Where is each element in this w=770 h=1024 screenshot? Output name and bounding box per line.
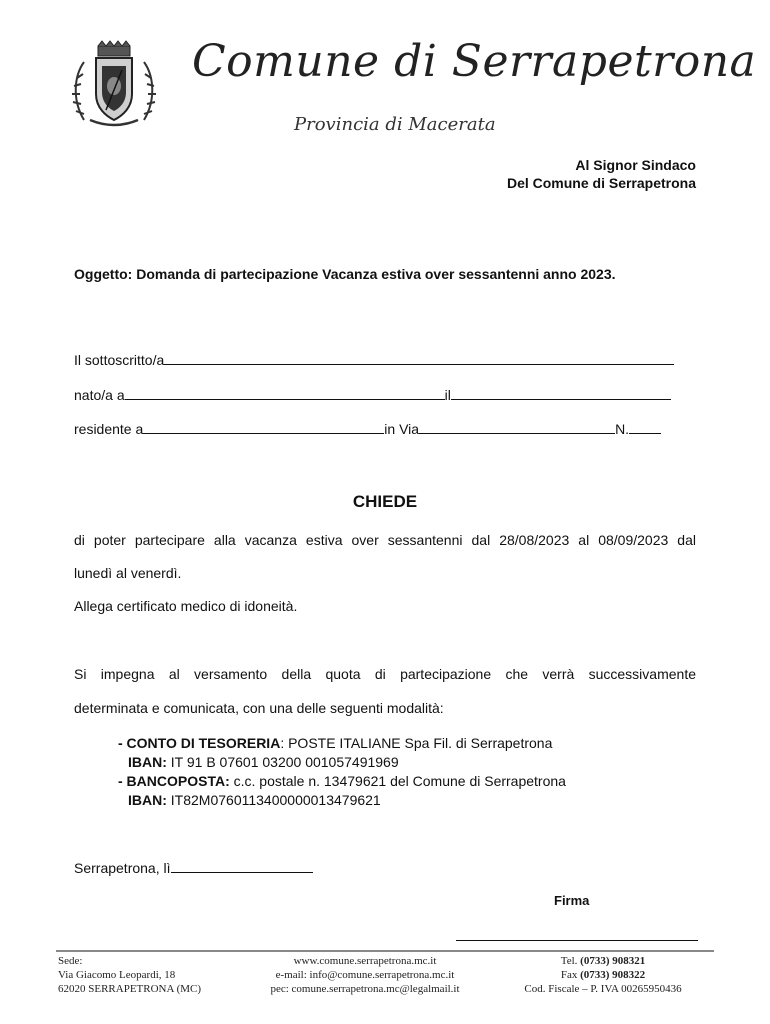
province-name: Provincia di Macerata <box>294 114 496 135</box>
footer-website[interactable]: www.comune.serrapetrona.mc.it <box>293 955 437 967</box>
footer-fax <box>498 968 708 982</box>
tel-number: (0733) 908321 <box>580 955 646 967</box>
bancoposta-value: c.c. postale n. 13479621 del Comune di Serrapetrona <box>229 773 566 789</box>
birthplace-field[interactable] <box>125 387 445 400</box>
footer-phone-info <box>498 954 708 996</box>
residence-field[interactable] <box>143 421 384 434</box>
tel-label: Tel. <box>560 955 581 967</box>
place-date-row <box>74 860 313 876</box>
request-line1: di poter partecipare alla vacanza estiva over sessantenni dal 28/08/2023 al 08/09/2023 dal <box>74 532 696 548</box>
allega-line: Allega certificato medico di idoneità. <box>74 598 298 614</box>
footer-email[interactable]: e-mail: info@comune.serrapetrona.mc.it <box>275 969 455 981</box>
date-field[interactable] <box>171 860 313 873</box>
street-number-field[interactable] <box>629 421 661 434</box>
footer-cf: Cod. Fiscale – P. IVA 00265950436 <box>524 983 682 995</box>
residente-label: residente a <box>74 421 144 437</box>
impegno-line1: Si impegna al versamento della quota di partecipazione che verrà successivamente <box>74 666 696 682</box>
iban2-line <box>118 791 566 810</box>
iban2-label: IBAN: <box>128 792 167 808</box>
coat-of-arms-icon <box>70 40 158 128</box>
residente-row <box>74 421 661 437</box>
request-line2: lunedì al venerdì. <box>74 565 182 581</box>
bancoposta-label: - BANCOPOSTA: <box>118 773 230 789</box>
fax-label: Fax <box>560 969 581 981</box>
iban1-label: IBAN: <box>128 754 167 770</box>
addressee <box>507 156 696 192</box>
il-label: il <box>444 387 451 403</box>
town-name: Comune di Serrapetrona <box>192 36 757 87</box>
bancoposta-line <box>118 772 566 791</box>
addressee-line2: Del Comune di Serrapetrona <box>506 175 696 191</box>
footer-tel <box>498 954 708 968</box>
payment-methods <box>118 734 566 810</box>
tesoreria-line <box>118 734 566 753</box>
addressee-line1: Al Signor Sindaco <box>575 157 696 173</box>
impegno-line2: determinata e comunicata, con una delle seguenti modalità: <box>74 700 444 716</box>
signature-label: Firma <box>554 893 590 908</box>
footer-left-3: 62020 SERRAPETRONA (MC) <box>58 983 202 995</box>
footer-left-1: Sede: <box>58 955 83 967</box>
numero-label: N. <box>615 421 630 437</box>
tesoreria-value: : POSTE ITALIANE Spa Fil. di Serrapetrona <box>280 735 553 751</box>
footer-pec[interactable]: pec: comune.serrapetrona.mc@legalmail.it <box>270 983 460 995</box>
footer-address <box>58 954 201 996</box>
sottoscritto-label: Il sottoscritto/a <box>74 352 165 368</box>
iban2-value: IT82M0760113400000013479621 <box>166 792 381 808</box>
chiede-heading: CHIEDE <box>352 492 418 511</box>
footer-divider <box>56 950 714 952</box>
subject-line: Oggetto: Domanda di partecipazione Vacanza estiva over sessantenni anno 2023. <box>74 266 616 282</box>
sottoscritto-field[interactable] <box>164 352 674 365</box>
iban1-value: IT 91 B 07601 03200 001057491969 <box>166 754 399 770</box>
fax-number: (0733) 908322 <box>580 969 646 981</box>
tesoreria-label: - CONTO DI TESORERIA <box>118 735 281 751</box>
nato-row <box>74 387 671 403</box>
place-date-label: Serrapetrona, lì <box>74 860 171 876</box>
footer-contacts <box>242 954 488 996</box>
sottoscritto-row <box>74 352 674 368</box>
birthdate-field[interactable] <box>451 387 671 400</box>
iban1-line <box>118 753 566 772</box>
footer-left-2: Via Giacomo Leopardi, 18 <box>58 969 176 981</box>
via-label: in Via <box>384 421 420 437</box>
street-field[interactable] <box>419 421 615 434</box>
signature-line[interactable] <box>456 940 698 941</box>
nato-label: nato/a a <box>74 387 125 403</box>
